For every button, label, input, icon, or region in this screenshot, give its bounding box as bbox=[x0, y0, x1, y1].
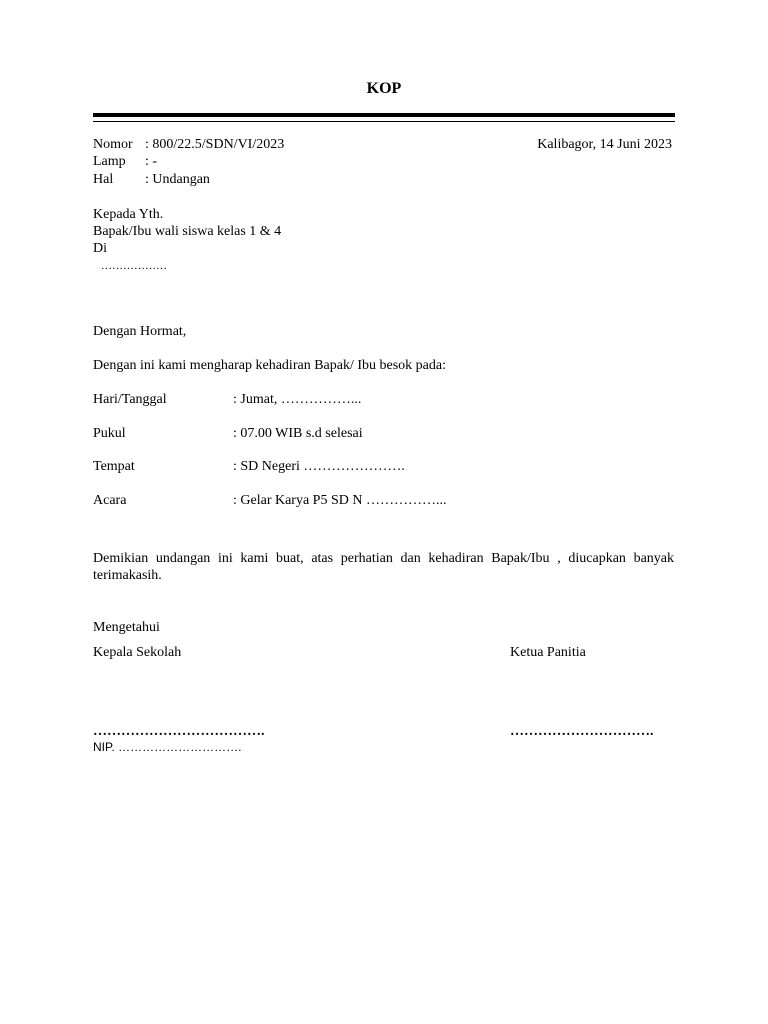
intro-text: Dengan ini kami mengharap kehadiran Bapak/ Ibu besok pada: bbox=[93, 358, 446, 373]
mengetahui-label: Mengetahui bbox=[93, 620, 160, 635]
recipient-line-4: ……………… bbox=[101, 260, 167, 272]
nomor-value: : 800/22.5/SDN/VI/2023 bbox=[145, 137, 285, 152]
detail-value-tempat: : SD Negeri …………………. bbox=[233, 459, 405, 474]
nomor-label: Nomor bbox=[93, 137, 133, 152]
place-date: Kalibagor, 14 Juni 2023 bbox=[537, 137, 672, 152]
detail-value-acara: : Gelar Karya P5 SD N ……………... bbox=[233, 493, 447, 508]
hal-value: : Undangan bbox=[145, 172, 210, 187]
letterhead-title: KOP bbox=[366, 80, 402, 97]
ketua-panitia-signature-line: …………………………. bbox=[510, 724, 654, 739]
salutation: Dengan Hormat, bbox=[93, 324, 187, 339]
detail-label-acara: Acara bbox=[93, 493, 127, 508]
closing-paragraph: Demikian undangan ini kami buat, atas perhatian dan kehadiran Bapak/Ibu , diucapkan banyak terimakasih. bbox=[93, 551, 674, 583]
kepala-sekolah-signature-line: ………………………………. bbox=[93, 724, 265, 739]
ketua-panitia-title: Ketua Panitia bbox=[510, 645, 586, 660]
detail-value-pukul: : 07.00 WIB s.d selesai bbox=[233, 426, 363, 441]
kepala-sekolah-title: Kepala Sekolah bbox=[93, 645, 182, 660]
recipient-line-2: Bapak/Ibu wali siswa kelas 1 & 4 bbox=[93, 224, 282, 239]
letterhead-divider-thin bbox=[93, 121, 675, 122]
lamp-value: : - bbox=[145, 154, 158, 169]
detail-label-hari: Hari/Tanggal bbox=[93, 392, 167, 407]
recipient-line-3: Di bbox=[93, 241, 107, 256]
letterhead-divider-thick bbox=[93, 113, 675, 117]
detail-label-pukul: Pukul bbox=[93, 426, 126, 441]
lamp-label: Lamp bbox=[93, 154, 126, 169]
detail-label-tempat: Tempat bbox=[93, 459, 135, 474]
detail-value-hari: : Jumat, ……………... bbox=[233, 392, 362, 407]
nip-field: NIP. …………………………. bbox=[93, 740, 242, 754]
hal-label: Hal bbox=[93, 172, 114, 187]
recipient-line-1: Kepada Yth. bbox=[93, 207, 164, 222]
